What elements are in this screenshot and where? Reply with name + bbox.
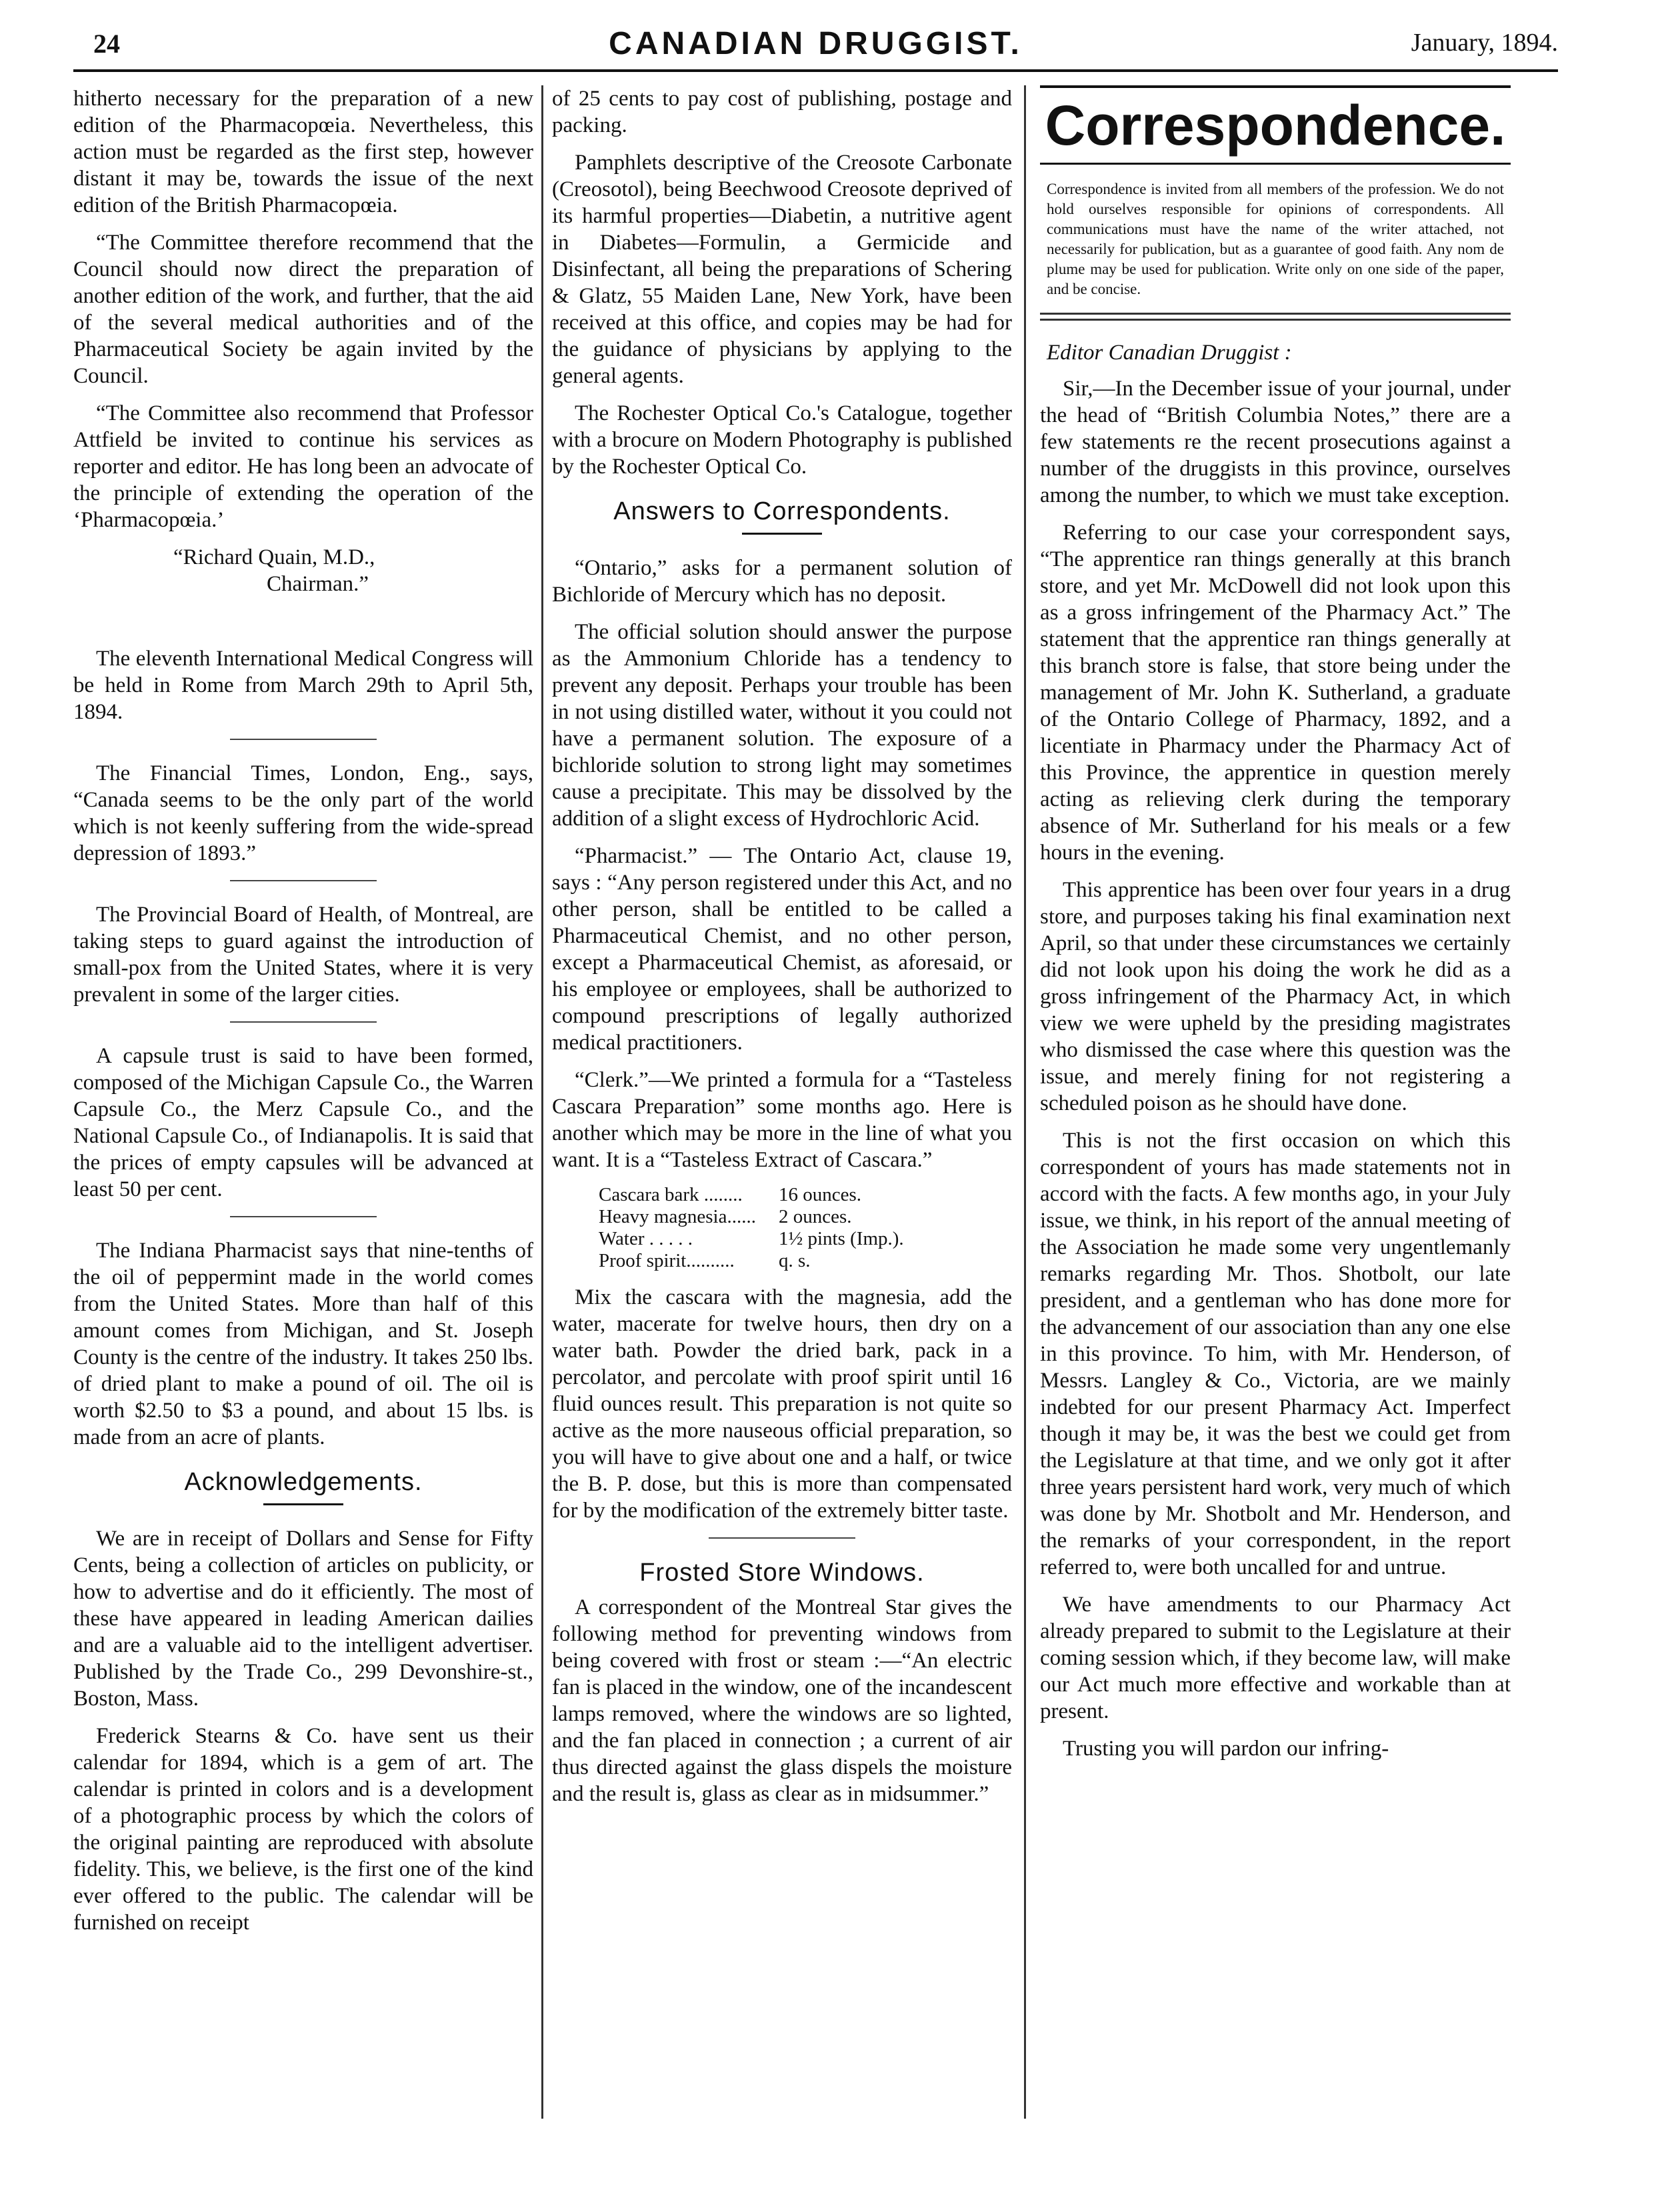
paragraph: “Ontario,” asks for a permanent solution of Bichloride of Mercury which has no deposit. — [552, 556, 1012, 607]
paragraph: A correspondent of the Montreal Star gives the following method for preventing windows from being covered with frost or steam :—“An electric fan is placed in the window, one of the incandescent lamps removed, where the windows are so lighted, and the fan placed in connection ; a current of air thus directed against the glass dispels the moisture and the result is, glass as clear as in midsummer.” — [552, 1595, 1012, 1806]
paragraph: This apprentice has been over four years in a drug store, and purposes taking his final examination next April, so that under these circumstances we certainly did not look upon his doing the work he did as a gross infringement of the Pharmacy Act, in which view we were upheld by the presiding magistrates who dismissed the case where this question was the issue, and merely fining for not registering a scheduled poison as he should have done. — [1040, 878, 1511, 1115]
issue-date: January, 1894. — [1411, 29, 1558, 57]
formula-table — [599, 1184, 1012, 1272]
column-2 — [552, 85, 1012, 1818]
formula-ingredient: Heavy magnesia...... — [599, 1206, 756, 1227]
paragraph: “The Committee also recommend that Professor Attfield be invited to continue his services as reporter and editor. He has long been an advocate of the principle of extending the operation of the ‘Pharmacopœia.’ — [73, 401, 533, 532]
paragraph: This is not the first occasion on which this correspondent of yours has made statements not in accord with the facts. A few months ago, in your July issue, we think, in his report of the annual meeting of the Association he made some very ungentlemanly remarks regarding Mr. Thos. Shotbolt, our late president, and a gentleman who has done more for the advancement of our association than any one else in this province. To him, with Mr. Henderson, of Messrs. Langley & Co., Victoria, are we mainly indebted for our present Pharmacy Act. Imperfect though it may be, it was the best we could get from the Legislature at that time, and we only got it after three years persistent hard work, very much of which was done by Mr. Shotbolt and Mr. Henderson, and the remarks of your correspondent, in the report referred to, were both uncalled for and untrue. — [1040, 1129, 1511, 1579]
signature — [73, 544, 533, 597]
heading-rule — [263, 1503, 343, 1505]
paragraph: The Financial Times, London, Eng., says, “Canada seems to be the only part of the world which is not keenly suffering from the wide-spread depression of 1893.” — [73, 761, 533, 865]
paragraph: The Indiana Pharmacist says that nine-tenths of the oil of peppermint made in the world comes from the United States. More than half of this amount comes from Michigan, and St. Joseph County is the centre of the industry. It takes 250 lbs. of dried plant to make a pound of oil. The oil is worth $2.50 to $3 a pound, and about 15 lbs. is made from an acre of plants. — [73, 1239, 533, 1449]
section-heading: Acknowledgements. — [184, 1468, 423, 1496]
column-1 — [73, 85, 533, 1947]
paragraph: Pamphlets descriptive of the Creosote Carbonate (Creosotol), being Beechwood Creosote deprived of its harmful properties—Diabetin, a nutritive agent in Diabetes—Formulin, a Germicide and Disinfectant, all being the preparations of Schering & Glatz, 55 Maiden Lane, New York, have been received at this office, and copies may be had for the guidance of physicians by applying to the general agents. — [552, 151, 1012, 388]
paragraph: A capsule trust is said to have been formed, composed of the Michigan Capsule Co., the Warren Capsule Co., the Merz Capsule Co., and the National Capsule Co., of Indianapolis. It is said that the prices of empty capsules will be advanced at least 50 per cent. — [73, 1044, 533, 1201]
formula-amount: 16 ounces. — [779, 1184, 862, 1205]
formula-row — [599, 1228, 1012, 1250]
separator — [709, 1537, 855, 1539]
column-divider — [541, 85, 543, 2119]
double-rule — [1040, 313, 1511, 321]
signature-name: “Richard Quain, M.D., — [173, 545, 375, 569]
formula-ingredient: Cascara bark ........ — [599, 1184, 743, 1205]
section-heading: Frosted Store Windows. — [639, 1559, 925, 1587]
paragraph: We have amendments to our Pharmacy Act already prepared to submit to the Legislature at their coming session which, if they become law, will make our Act much more effective and workable than at present. — [1040, 1593, 1511, 1723]
column-divider — [1024, 85, 1026, 2119]
page-number: 24 — [93, 29, 120, 59]
page-header — [73, 20, 1558, 60]
signature-title: Chairman.” — [267, 572, 369, 596]
paragraph: Mix the cascara with the magnesia, add the water, macerate for twelve hours, then dry on a water bath. Powder the dried bark, pack in a percolator, and percolate with proof spirit until 16 fluid ounces result. This preparation is not quite so active as the more nauseous official preparation, so you will have to give about one and a half, or twice the B. P. dose, but this is more than compensated for by the modification of the extremely bitter taste. — [552, 1285, 1012, 1523]
paragraph: “The Committee therefore recommend that the Council should now direct the preparation of another edition of the work, and further, that the aid of the several medical authorities and of the Pharmaceutical Society be again invited by the Council. — [73, 231, 533, 388]
formula-ingredient: Proof spirit.......... — [599, 1250, 735, 1271]
formula-amount: 2 ounces. — [779, 1206, 852, 1227]
paragraph: “Clerk.”—We printed a formula for a “Tasteless Cascara Preparation” some months ago. Here is another which may be more in the line of what you want. It is a “Tasteless Extract of Cascara.” — [552, 1068, 1012, 1172]
separator — [230, 880, 377, 881]
correspondence-title: Correspondence. — [1045, 94, 1506, 157]
formula-ingredient: Water . . . . . — [599, 1228, 693, 1249]
column-3 — [1040, 85, 1511, 1773]
header-rule — [73, 69, 1558, 72]
paragraph: Frederick Stearns & Co. have sent us their calendar for 1894, which is a gem of art. The calendar is printed in colors and is a development of a photographic process by which the colors of the original painting are reproduced with absolute fidelity. This, we believe, is the first one of the kind ever offered to the public. The calendar will be furnished on receipt — [73, 1724, 533, 1935]
formula-row — [599, 1250, 1012, 1272]
section-heading: Answers to Correspondents. — [613, 497, 951, 525]
formula-amount: q. s. — [779, 1250, 811, 1271]
paragraph: Sir,—In the December issue of your journal, under the head of “British Columbia Notes,” there are a few statements re the recent prosecutions against a number of the druggists in this province, ourselves among the number, to which we must take exception. — [1040, 377, 1511, 507]
paragraph: The Provincial Board of Health, of Montreal, are taking steps to guard against the introduction of small-pox from the United States, where it is very prevalent in some of the larger cities. — [73, 903, 533, 1007]
heading-rule — [742, 533, 822, 535]
separator — [230, 739, 377, 740]
paragraph: The Rochester Optical Co.'s Catalogue, together with a brocure on Modern Photography is published by the Rochester Optical Co. — [552, 401, 1012, 479]
paragraph: “Pharmacist.” — The Ontario Act, clause 19, says : “Any person registered under this Act, and no other person, shall be entitled to be called a Pharmaceutical Chemist, and no other person, except a Pharmaceutical Chemist, as aforesaid, or his employee or employees, shall be authorized to compound prescriptions of legally authorized medical practitioners. — [552, 844, 1012, 1055]
paragraph: The eleventh International Medical Congress will be held in Rome from March 29th to April 5th, 1894. — [73, 647, 533, 724]
formula-amount: 1½ pints (Imp.). — [779, 1228, 904, 1249]
separator — [230, 1021, 377, 1023]
paragraph: The official solution should answer the purpose as the Ammonium Chloride has a tendency to prevent any deposit. Perhaps your trouble has been in not using distilled water, without it you could not have a permanent solution. The exposure of a bichloride solution to strong light may sometimes cause a precipitate. This may be dissolved by the addition of a slight excess of Hydrochloric Acid. — [552, 620, 1012, 831]
paragraph: hitherto necessary for the preparation of a new edition of the Pharmacopœia. Nevertheless, this action must be regarded as the first step, however distant it may be, towards the issue of the next edition of the British Pharmacopœia. — [73, 87, 533, 217]
paragraph: Referring to our case your correspondent says, “The apprentice ran things generally at this branch store, and yet Mr. McDowell did not look upon this as a gross infringement of the Pharmacy Act.” The statement that the apprentice ran things generally at this branch store is false, that store being under the management of Mr. John K. Sutherland, a graduate of the Ontario College of Pharmacy, 1892, and a licentiate in Pharmacy under the Pharmacy Act of this Province, the apprentice in question merely acting as relieving clerk during the temporary absence of Mr. Sutherland for his meals or a few hours in the evening. — [1040, 521, 1511, 865]
formula-row — [599, 1206, 1012, 1228]
editor-salutation: Editor Canadian Druggist : — [1047, 341, 1292, 365]
journal-title: CANADIAN DRUGGIST. — [609, 26, 1023, 61]
paragraph: We are in receipt of Dollars and Sense for Fifty Cents, being a collection of articles on publicity, or how to advertise and do it efficiently. The most of these have appeared in leading American dailies and are a valuable aid to the intelligent advertiser. Published by the Trade Co., 299 Devonshire-st., Boston, Mass. — [73, 1527, 533, 1711]
paragraph: Trusting you will pardon our infring- — [1063, 1737, 1389, 1761]
title-rule — [1040, 163, 1511, 165]
title-rule — [1040, 85, 1511, 88]
separator — [230, 1216, 377, 1217]
formula-row — [599, 1184, 1012, 1206]
paragraph: of 25 cents to pay cost of publishing, postage and packing. — [552, 87, 1012, 137]
correspondence-note: Correspondence is invited from all members of the profession. We do not hold ourselves responsible for opinions of correspondents. All communications must have the name of the writer attached, not necessarily for publication, but as a guarantee of good faith. Any nom de plume may be used for publication. Write only on one side of the paper, and be concise. — [1047, 181, 1504, 297]
